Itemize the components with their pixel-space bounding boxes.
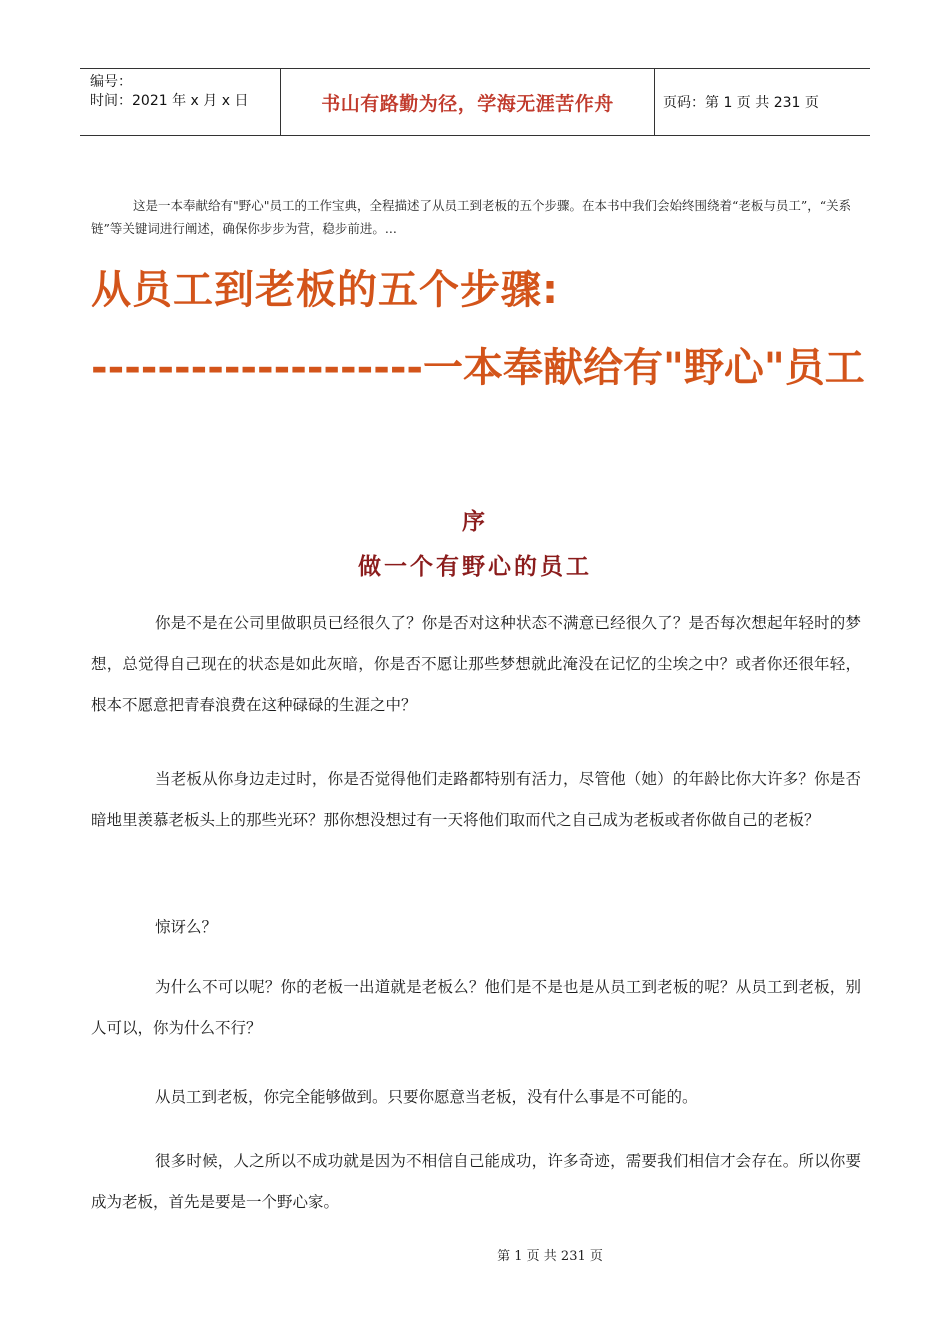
body-paragraph-2: 当老板从你身边走过时，你是否觉得他们走路都特别有活力，尽管他（她）的年龄比你大许多？你是否暗地里羡慕老板头上的那些光环？那你想没想过有一天将他们取而代之自己成为老板或者你做自己的老板？ — [91, 770, 861, 829]
page-footer: 第 1 页 共 231 页 — [497, 1249, 603, 1264]
time-label: 时间：2021 年 x 月 x 日 — [90, 93, 249, 109]
header-page-cell — [655, 69, 870, 135]
document-header — [80, 68, 870, 136]
body-paragraph-5: 从员工到老板，你完全能够做到。只要你愿意当老板，没有什么事是不可能的。 — [155, 1088, 698, 1106]
page-info: 页码：第 1 页 共 231 页 — [663, 95, 819, 111]
section-subheading: 做一个有野心的员工 — [358, 553, 592, 580]
body-paragraph-4: 为什么不可以呢？你的老板一出道就是老板么？他们是不是也是从员工到老板的呢？从员工到老板，别人可以，你为什么不行？ — [91, 978, 861, 1037]
body-paragraph-3: 惊讶么？ — [155, 918, 218, 936]
main-title-line-1: 从员工到老板的五个步骤: — [91, 267, 559, 313]
number-label: 编号： — [90, 74, 132, 90]
motto-text: 书山有路勤为径，学海无涯苦作舟 — [321, 92, 614, 115]
header-motto-cell — [281, 69, 655, 135]
body-paragraph-6: 很多时候，人之所以不成功就是因为不相信自己能成功，许多奇迹，需要我们相信才会存在。所以你要成为老板，首先是要是一个野心家。 — [91, 1152, 861, 1211]
main-title-line-2: --------------------一本奉献给有"野心"员工 — [91, 345, 865, 391]
section-heading: 序 — [462, 508, 488, 535]
header-meta-cell — [80, 69, 281, 135]
intro-paragraph: 这是一本奉献给有"野心"员工的工作宝典，全程描述了从员工到老板的五个步骤。在本书中我们会始终围绕着“老板与员工”，“关系链”等关键词进行阐述，确保你步步为营，稳步前进。... — [91, 198, 852, 236]
body-paragraph-1: 你是不是在公司里做职员已经很久了？你是否对这种状态不满意已经很久了？是否每次想起年轻时的梦想，总觉得自己现在的状态是如此灰暗，你是否不愿让那些梦想就此淹没在记忆的尘埃之中？或者你还很年轻，根本不愿意把青春浪费在这种碌碌的生涯之中？ — [91, 614, 861, 714]
